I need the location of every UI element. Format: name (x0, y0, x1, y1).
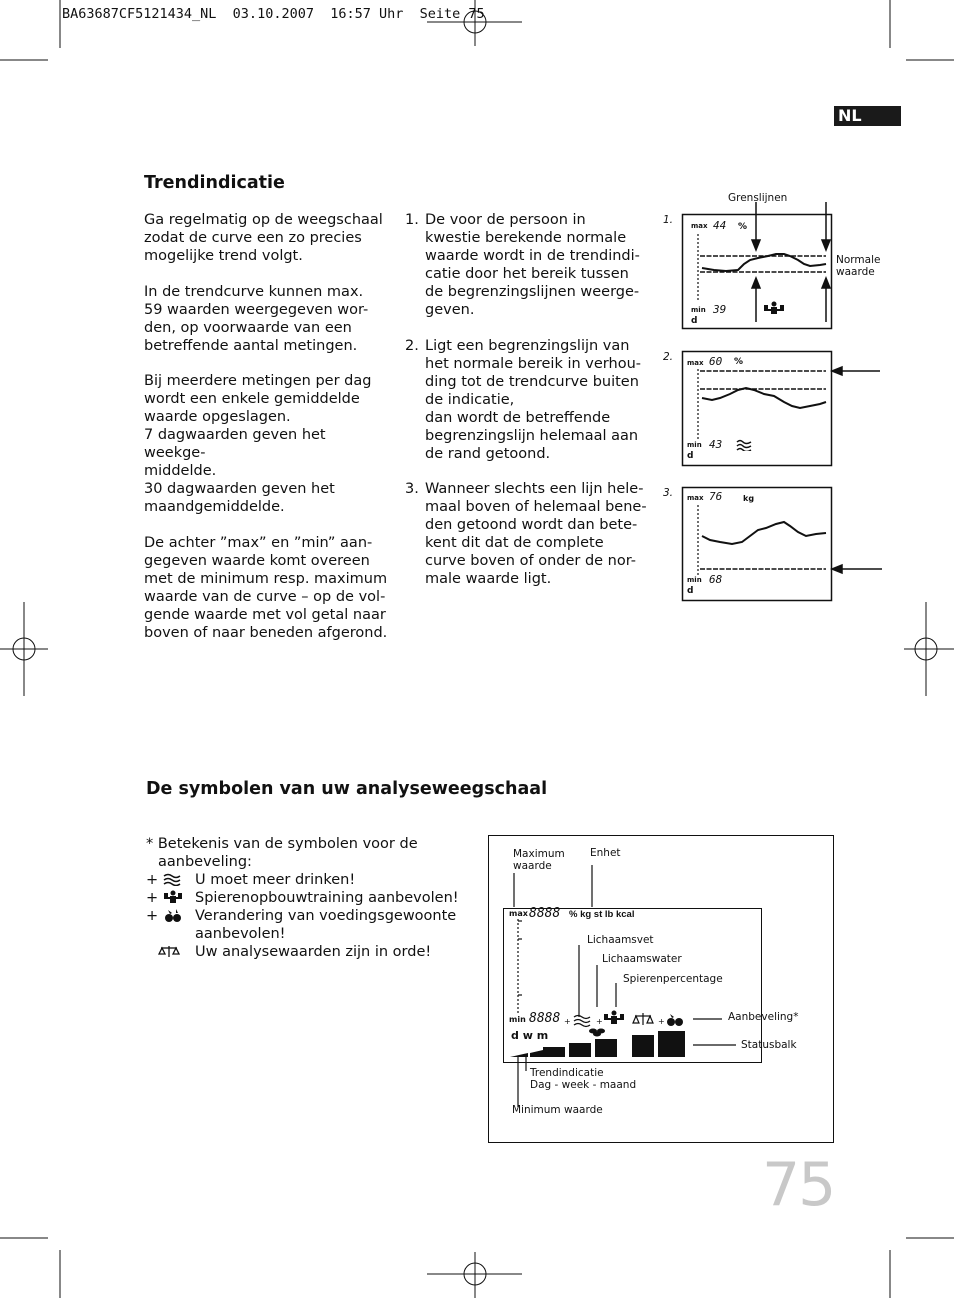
legend-intro: aanbeveling: (158, 854, 252, 870)
lcd-unit: % (738, 222, 748, 232)
lcd-d-label: d (687, 451, 694, 461)
figure-number: 3. (663, 487, 674, 499)
lcd-max-label: max (509, 909, 528, 918)
label-statusbalk: Statusbalk (741, 1039, 797, 1051)
page-number: 75 (762, 1150, 835, 1220)
language-tab: NL (834, 106, 901, 126)
label-trendindicatie: Trendindicatie Dag - week - maand (530, 1067, 637, 1091)
paragraph: In de trendcurve kunnen max. 59 waarden weergegeven wor- den, op voorwaarde van een betreffende aantal metingen. (144, 283, 369, 354)
lcd-max-digits: 8888 (529, 906, 561, 921)
lcd-min-label: min (691, 306, 706, 314)
water-waves-icon (574, 1016, 590, 1027)
lcd-min-label: min (687, 441, 702, 449)
trend-numbered-list (405, 211, 650, 606)
label-grenslijnen: Grenslijnen (728, 192, 788, 204)
lcd-display-2 (683, 352, 832, 466)
section-title-symbols: De symbolen van uw analyseweegschaal (146, 779, 548, 799)
lcd-min-value: 68 (709, 573, 723, 586)
water-waves-icon (163, 873, 181, 886)
food-icon (164, 908, 182, 923)
plus-sign: + (596, 1017, 603, 1026)
legend-item: + Spierenopbouwtraining aanbevolen! (146, 890, 459, 906)
label-lichaamsvet: Lichaamsvet (587, 934, 654, 946)
lcd-units: % kg st lb kcal (569, 909, 635, 920)
lcd-max-value: 44 (713, 219, 727, 232)
lcd-max-label: max (687, 359, 704, 367)
paragraph: Ga regelmatig op de weegschaal zodat de curve een zo precies mogelijke trend volgt. (144, 212, 383, 264)
plus-sign: + (564, 1017, 571, 1026)
lcd-unit: % (734, 357, 744, 367)
lcd-min-label: min (509, 1015, 526, 1024)
list-item: 1. De voor de persoon in kwestie berekende normale waarde wordt in de trendindi- catie door het bereik tussen de begrenzingslijnen weerge- geven. (405, 212, 640, 318)
legend-item: Uw analysewaarden zijn in orde! (146, 943, 466, 961)
food-icon (589, 1029, 605, 1037)
label-minimum-waarde: Minimum waarde (512, 1104, 603, 1116)
lcd-d-label: d (691, 316, 698, 326)
lcd-min-label: min (687, 576, 702, 584)
symbols-legend (146, 835, 466, 961)
lcd-d-label: d (687, 586, 694, 596)
legend-item: + U moet meer drinken! (146, 872, 356, 888)
section-title-trend: Trendindicatie (144, 173, 285, 193)
food-icon (667, 1014, 683, 1026)
label-lichaamswater: Lichaamswater (602, 953, 682, 965)
label-normale-waarde: Normale waarde (836, 254, 881, 278)
lcd-unit: kg (743, 494, 755, 503)
list-item: 2. Ligt een begrenzingslijn van het normale bereik in verhou- ding tot de trendcurve buiten de indicatie, dan wordt de betreffende begrenzingslijn helemaal aan de rand getoond. (405, 337, 641, 462)
legend-item: aanbevolen! (195, 926, 286, 942)
lcd-min-value: 43 (709, 438, 723, 451)
label-aanbeveling: Aanbeveling* (728, 1011, 799, 1023)
muscle-icon (763, 301, 785, 317)
muscle-icon (163, 890, 183, 905)
plus-sign: + (658, 1017, 665, 1026)
muscle-icon (604, 1011, 624, 1025)
paragraph: De achter ”max” en ”min” aan- gegeven waarde komt overeen met de minimum resp. maximum waarde van de curve – op de vol- gende waarde met vol getal naar boven of naar beneden afgerond. (144, 534, 388, 641)
legend-item: + Verandering van voedingsgewoonte (146, 908, 457, 924)
lcd-max-label: max (687, 494, 704, 502)
label-spierenpercentage: Spierenpercentage (623, 973, 723, 985)
list-item: 3. Wanneer slechts een lijn hele- maal boven of helemaal bene- den getoond wordt dan bete- kent dit dat de complete curve boven of onder de nor- male waarde ligt. (405, 481, 647, 587)
figure-number: 2. (663, 351, 674, 363)
label-eenheid: Enhet (590, 847, 621, 859)
display-diagram-svg (488, 835, 834, 1143)
legend-intro: * Betekenis van de symbolen voor de (146, 836, 418, 852)
print-slug: BA63687CF5121434_NL 03.10.2007 16:57 Uhr Seite 75 (62, 6, 485, 22)
lcd-max-value: 60 (709, 355, 723, 368)
lcd-dwm: d w m (511, 1029, 549, 1042)
water-waves-icon (736, 439, 752, 451)
paragraph: Bij meerdere metingen per dag wordt een enkele gemiddelde waarde opgeslagen. 7 dagwaarden geven het weekge- middelde. 30 dagwaarden geven het maandgemiddelde. (144, 373, 372, 515)
label-maximum-waarde: Maximum waarde (513, 848, 565, 872)
lcd-min-digits: 8888 (529, 1011, 561, 1026)
lcd-max-value: 76 (709, 490, 723, 503)
scale-balance-icon (633, 1013, 653, 1025)
figure-number: 1. (663, 214, 674, 226)
scale-balance-icon (158, 945, 180, 958)
trend-column-1 (144, 211, 389, 659)
trend-figures-svg (680, 190, 890, 610)
lcd-display-3 (683, 488, 832, 601)
lcd-max-label: max (691, 222, 708, 230)
lcd-min-value: 39 (713, 303, 727, 316)
